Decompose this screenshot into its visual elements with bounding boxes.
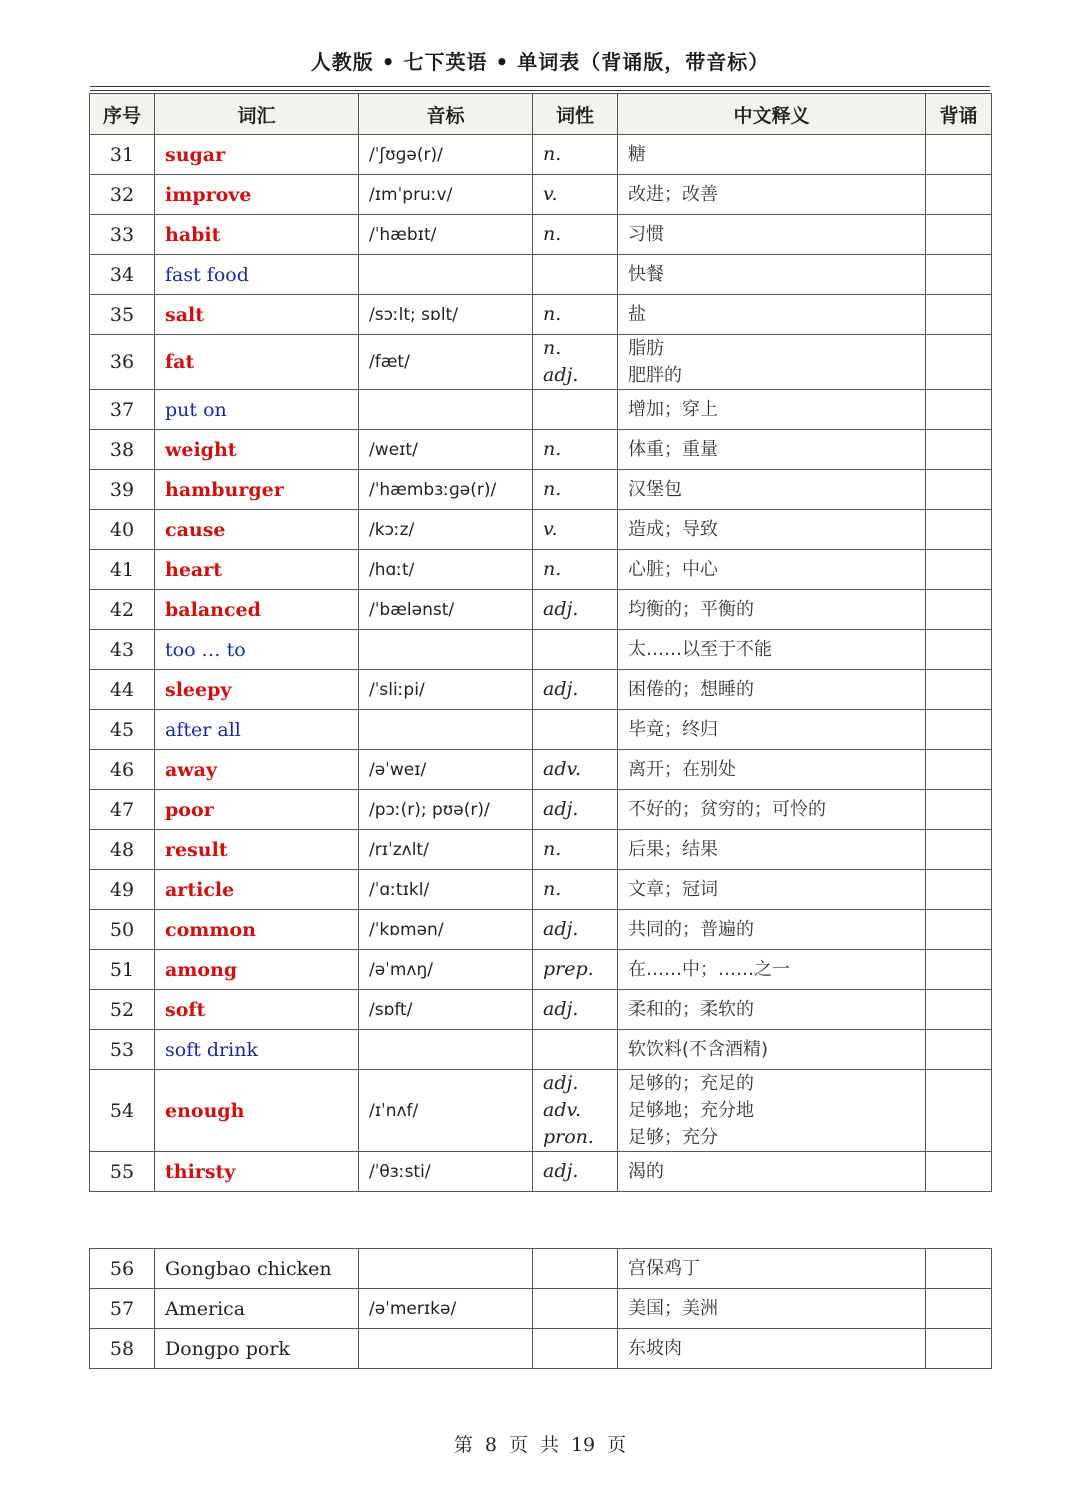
chinese-meaning <box>618 710 926 750</box>
table-row <box>90 710 992 750</box>
table-row <box>90 1030 992 1070</box>
chinese-meaning <box>618 830 926 870</box>
phonetic-transcription: /sɔːlt; sɒlt/ <box>359 295 533 335</box>
recite-checkbox-cell <box>926 550 992 590</box>
table-row <box>90 1249 992 1289</box>
header-number: 序号 <box>90 94 155 135</box>
part-of-speech <box>533 710 618 750</box>
row-number: 51 <box>90 950 155 990</box>
vocab-word: after all <box>155 710 359 750</box>
recite-checkbox-cell <box>926 630 992 670</box>
chinese-meaning-line: 心脏；中心 <box>628 559 718 580</box>
table-row <box>90 255 992 295</box>
part-of-speech <box>533 590 618 630</box>
chinese-meaning <box>618 255 926 295</box>
part-of-speech <box>533 750 618 790</box>
chinese-meaning <box>618 215 926 255</box>
vocab-word: weight <box>155 430 359 470</box>
extra-vocabulary-table <box>89 1248 992 1369</box>
chinese-meaning <box>618 1329 926 1369</box>
footer-total-pages: 19 <box>570 1434 596 1456</box>
recite-checkbox-cell <box>926 1329 992 1369</box>
phonetic-transcription: /weɪt/ <box>359 430 533 470</box>
header-phonetic: 音标 <box>359 94 533 135</box>
chinese-meaning <box>618 1289 926 1329</box>
table-row <box>90 510 992 550</box>
chinese-meaning-line: 均衡的；平衡的 <box>628 599 754 620</box>
chinese-meaning <box>618 950 926 990</box>
table-row <box>90 470 992 510</box>
vocab-word: result <box>155 830 359 870</box>
table-row <box>90 295 992 335</box>
row-number: 47 <box>90 790 155 830</box>
vocab-word: cause <box>155 510 359 550</box>
part-of-speech <box>533 390 618 430</box>
chinese-meaning <box>618 1070 926 1152</box>
chinese-meaning-line: 宫保鸡丁 <box>628 1258 700 1279</box>
table-row <box>90 1070 992 1152</box>
row-number: 41 <box>90 550 155 590</box>
part-of-speech <box>533 1152 618 1192</box>
phonetic-transcription: /rɪˈzʌlt/ <box>359 830 533 870</box>
phonetic-transcription: /pɔː(r); pʊə(r)/ <box>359 790 533 830</box>
chinese-meaning <box>618 750 926 790</box>
row-number: 45 <box>90 710 155 750</box>
part-of-speech <box>533 135 618 175</box>
phonetic-transcription <box>359 390 533 430</box>
part-of-speech <box>533 790 618 830</box>
chinese-meaning-line: 糖 <box>628 144 646 165</box>
chinese-meaning <box>618 295 926 335</box>
vocab-word: Gongbao chicken <box>155 1249 359 1289</box>
recite-checkbox-cell <box>926 255 992 295</box>
part-of-speech <box>533 630 618 670</box>
chinese-meaning <box>618 630 926 670</box>
recite-checkbox-cell <box>926 1152 992 1192</box>
row-number: 53 <box>90 1030 155 1070</box>
row-number: 55 <box>90 1152 155 1192</box>
chinese-meaning <box>618 390 926 430</box>
part-of-speech-line: adj. <box>543 364 579 386</box>
part-of-speech <box>533 550 618 590</box>
part-of-speech <box>533 950 618 990</box>
vocabulary-table <box>89 93 992 1192</box>
phonetic-transcription <box>359 1329 533 1369</box>
chinese-meaning-line: 快餐 <box>628 264 664 285</box>
part-of-speech-line: adj. <box>543 918 579 940</box>
part-of-speech-line: adj. <box>543 998 579 1020</box>
vocab-word: Dongpo pork <box>155 1329 359 1369</box>
chinese-meaning <box>618 1152 926 1192</box>
vocab-word: enough <box>155 1070 359 1152</box>
vocab-word: away <box>155 750 359 790</box>
vocab-word: put on <box>155 390 359 430</box>
chinese-meaning <box>618 550 926 590</box>
chinese-meaning-line: 太……以至于不能 <box>628 639 772 660</box>
part-of-speech-line: v. <box>543 183 558 205</box>
recite-checkbox-cell <box>926 1070 992 1152</box>
phonetic-transcription: /ˈθɜːsti/ <box>359 1152 533 1192</box>
table-row <box>90 910 992 950</box>
part-of-speech-line: n. <box>543 303 562 325</box>
row-number: 57 <box>90 1289 155 1329</box>
title-rule-bottom <box>90 90 990 91</box>
part-of-speech-line: adv. <box>543 1099 582 1121</box>
chinese-meaning-line: 离开；在别处 <box>628 759 736 780</box>
row-number: 46 <box>90 750 155 790</box>
footer-page-label: 页 <box>508 1434 528 1456</box>
part-of-speech-line: n. <box>543 337 562 359</box>
table-header-row <box>90 94 992 135</box>
chinese-meaning <box>618 470 926 510</box>
chinese-meaning <box>618 990 926 1030</box>
chinese-meaning-line: 脂肪 <box>628 338 664 359</box>
table-row <box>90 135 992 175</box>
vocab-word: poor <box>155 790 359 830</box>
phonetic-transcription: /ɪmˈpruːv/ <box>359 175 533 215</box>
phonetic-transcription: /əˈweɪ/ <box>359 750 533 790</box>
chinese-meaning-line: 文章；冠词 <box>628 879 718 900</box>
chinese-meaning <box>618 430 926 470</box>
chinese-meaning <box>618 1030 926 1070</box>
chinese-meaning-line: 不好的；贫穷的；可怜的 <box>628 799 826 820</box>
part-of-speech-line: n. <box>543 838 562 860</box>
chinese-meaning <box>618 870 926 910</box>
chinese-meaning-line: 盐 <box>628 304 646 325</box>
phonetic-transcription: /ˈkɒmən/ <box>359 910 533 950</box>
row-number: 58 <box>90 1329 155 1369</box>
footer-prefix: 第 <box>453 1434 473 1456</box>
recite-checkbox-cell <box>926 710 992 750</box>
row-number: 42 <box>90 590 155 630</box>
part-of-speech <box>533 470 618 510</box>
vocab-word: salt <box>155 295 359 335</box>
part-of-speech <box>533 990 618 1030</box>
chinese-meaning-line: 体重；重量 <box>628 439 718 460</box>
row-number: 48 <box>90 830 155 870</box>
phonetic-transcription: /əˈmerɪkə/ <box>359 1289 533 1329</box>
table-row <box>90 1289 992 1329</box>
row-number: 44 <box>90 670 155 710</box>
chinese-meaning <box>618 590 926 630</box>
phonetic-transcription <box>359 710 533 750</box>
row-number: 36 <box>90 335 155 390</box>
chinese-meaning-line: 美国；美洲 <box>628 1298 718 1319</box>
row-number: 49 <box>90 870 155 910</box>
row-number: 43 <box>90 630 155 670</box>
phonetic-transcription: /fæt/ <box>359 335 533 390</box>
document-title: 人教版 • 七下英语 • 单词表（背诵版，带音标） <box>310 50 770 74</box>
chinese-meaning-line: 渴的 <box>628 1161 664 1182</box>
recite-checkbox-cell <box>926 830 992 870</box>
phonetic-transcription: /ˈhæbɪt/ <box>359 215 533 255</box>
recite-checkbox-cell <box>926 990 992 1030</box>
table-row <box>90 990 992 1030</box>
phonetic-transcription: /ɪˈnʌf/ <box>359 1070 533 1152</box>
row-number: 33 <box>90 215 155 255</box>
table-row <box>90 950 992 990</box>
chinese-meaning-line: 在……中；……之一 <box>628 959 790 980</box>
row-number: 52 <box>90 990 155 1030</box>
phonetic-transcription <box>359 630 533 670</box>
part-of-speech-line: n. <box>543 438 562 460</box>
phonetic-transcription: /sɒft/ <box>359 990 533 1030</box>
vocab-word: article <box>155 870 359 910</box>
table-row <box>90 790 992 830</box>
part-of-speech-line: adv. <box>543 758 582 780</box>
part-of-speech <box>533 255 618 295</box>
recite-checkbox-cell <box>926 1249 992 1289</box>
page-footer <box>0 1430 1080 1457</box>
footer-page-number: 8 <box>484 1434 497 1456</box>
recite-checkbox-cell <box>926 1289 992 1329</box>
table-row <box>90 175 992 215</box>
vocab-word: fat <box>155 335 359 390</box>
chinese-meaning-line: 后果；结果 <box>628 839 718 860</box>
table-row <box>90 335 992 390</box>
recite-checkbox-cell <box>926 910 992 950</box>
vocab-word: sugar <box>155 135 359 175</box>
phonetic-transcription: /ˈhæmbɜːɡə(r)/ <box>359 470 533 510</box>
chinese-meaning-line: 共同的；普遍的 <box>628 919 754 940</box>
part-of-speech <box>533 335 618 390</box>
part-of-speech-line: n. <box>543 558 562 580</box>
recite-checkbox-cell <box>926 335 992 390</box>
table-row <box>90 430 992 470</box>
recite-checkbox-cell <box>926 295 992 335</box>
part-of-speech-line: pron. <box>543 1126 594 1148</box>
recite-checkbox-cell <box>926 750 992 790</box>
phonetic-transcription: /kɔːz/ <box>359 510 533 550</box>
vocab-word: fast food <box>155 255 359 295</box>
table-row <box>90 670 992 710</box>
recite-checkbox-cell <box>926 1030 992 1070</box>
vocab-word: common <box>155 910 359 950</box>
table-row <box>90 830 992 870</box>
chinese-meaning-line: 造成；导致 <box>628 519 718 540</box>
part-of-speech <box>533 175 618 215</box>
row-number: 37 <box>90 390 155 430</box>
chinese-meaning-line: 毕竟；终归 <box>628 719 718 740</box>
vocab-word: among <box>155 950 359 990</box>
recite-checkbox-cell <box>926 390 992 430</box>
chinese-meaning <box>618 335 926 390</box>
recite-checkbox-cell <box>926 430 992 470</box>
phonetic-transcription: /hɑːt/ <box>359 550 533 590</box>
part-of-speech-line: n. <box>543 223 562 245</box>
header-chinese-meaning: 中文释义 <box>618 94 926 135</box>
chinese-meaning <box>618 1249 926 1289</box>
recite-checkbox-cell <box>926 135 992 175</box>
part-of-speech <box>533 295 618 335</box>
part-of-speech <box>533 670 618 710</box>
part-of-speech <box>533 870 618 910</box>
vocab-word: America <box>155 1289 359 1329</box>
recite-checkbox-cell <box>926 590 992 630</box>
table-row <box>90 1152 992 1192</box>
header-recite: 背诵 <box>926 94 992 135</box>
row-number: 39 <box>90 470 155 510</box>
chinese-meaning <box>618 175 926 215</box>
row-number: 34 <box>90 255 155 295</box>
recite-checkbox-cell <box>926 950 992 990</box>
extra-vocabulary-rows <box>90 1249 992 1369</box>
table-row <box>90 1329 992 1369</box>
phonetic-transcription <box>359 1030 533 1070</box>
recite-checkbox-cell <box>926 790 992 830</box>
vocab-word: improve <box>155 175 359 215</box>
chinese-meaning-line: 汉堡包 <box>628 479 682 500</box>
part-of-speech <box>533 430 618 470</box>
table-row <box>90 590 992 630</box>
part-of-speech-line: adj. <box>543 1072 579 1094</box>
row-number: 38 <box>90 430 155 470</box>
vocab-word: too … to <box>155 630 359 670</box>
phonetic-transcription <box>359 255 533 295</box>
part-of-speech-line: adj. <box>543 598 579 620</box>
header-word: 词汇 <box>155 94 359 135</box>
recite-checkbox-cell <box>926 870 992 910</box>
part-of-speech-line: n. <box>543 143 562 165</box>
phonetic-transcription: /ˈʃʊɡə(r)/ <box>359 135 533 175</box>
chinese-meaning-line: 足够；充分 <box>628 1127 718 1148</box>
chinese-meaning-line: 软饮料(不含酒精) <box>628 1039 769 1060</box>
recite-checkbox-cell <box>926 670 992 710</box>
part-of-speech <box>533 1289 618 1329</box>
phonetic-transcription: /ˈsliːpi/ <box>359 670 533 710</box>
table-row <box>90 870 992 910</box>
part-of-speech-line: v. <box>543 518 558 540</box>
chinese-meaning <box>618 910 926 950</box>
row-number: 50 <box>90 910 155 950</box>
vocab-word: sleepy <box>155 670 359 710</box>
footer-suffix: 页 <box>607 1434 627 1456</box>
chinese-meaning <box>618 135 926 175</box>
recite-checkbox-cell <box>926 175 992 215</box>
chinese-meaning-line: 足够的；充足的 <box>628 1073 754 1094</box>
chinese-meaning-line: 肥胖的 <box>628 365 682 386</box>
part-of-speech-line: adj. <box>543 678 579 700</box>
phonetic-transcription <box>359 1249 533 1289</box>
chinese-meaning <box>618 790 926 830</box>
chinese-meaning <box>618 510 926 550</box>
vocab-word: soft <box>155 990 359 1030</box>
vocabulary-rows <box>90 135 992 1192</box>
part-of-speech-line: adj. <box>543 1160 579 1182</box>
part-of-speech <box>533 910 618 950</box>
header-part-of-speech: 词性 <box>533 94 618 135</box>
part-of-speech-line: prep. <box>543 958 594 980</box>
part-of-speech <box>533 510 618 550</box>
row-number: 32 <box>90 175 155 215</box>
vocab-word: thirsty <box>155 1152 359 1192</box>
part-of-speech-line: adj. <box>543 798 579 820</box>
recite-checkbox-cell <box>926 215 992 255</box>
vocab-word: balanced <box>155 590 359 630</box>
row-number: 40 <box>90 510 155 550</box>
part-of-speech <box>533 1329 618 1369</box>
chinese-meaning-line: 增加；穿上 <box>628 399 718 420</box>
title-rule-top <box>90 86 990 87</box>
part-of-speech <box>533 1030 618 1070</box>
phonetic-transcription: /əˈmʌŋ/ <box>359 950 533 990</box>
row-number: 56 <box>90 1249 155 1289</box>
chinese-meaning-line: 困倦的；想睡的 <box>628 679 754 700</box>
row-number: 31 <box>90 135 155 175</box>
vocab-word: soft drink <box>155 1030 359 1070</box>
phonetic-transcription: /ˈbælənst/ <box>359 590 533 630</box>
chinese-meaning <box>618 670 926 710</box>
part-of-speech <box>533 215 618 255</box>
vocab-word: habit <box>155 215 359 255</box>
row-number: 54 <box>90 1070 155 1152</box>
vocab-word: heart <box>155 550 359 590</box>
chinese-meaning-line: 东坡肉 <box>628 1338 682 1359</box>
recite-checkbox-cell <box>926 510 992 550</box>
chinese-meaning-line: 改进；改善 <box>628 184 718 205</box>
table-row <box>90 390 992 430</box>
footer-total-label: 共 <box>539 1434 559 1456</box>
table-row <box>90 550 992 590</box>
part-of-speech <box>533 830 618 870</box>
table-row <box>90 750 992 790</box>
recite-checkbox-cell <box>926 470 992 510</box>
phonetic-transcription: /ˈɑːtɪkl/ <box>359 870 533 910</box>
table-row <box>90 630 992 670</box>
chinese-meaning-line: 习惯 <box>628 224 664 245</box>
table-row <box>90 215 992 255</box>
part-of-speech-line: n. <box>543 478 562 500</box>
chinese-meaning-line: 柔和的；柔软的 <box>628 999 754 1020</box>
vocab-word: hamburger <box>155 470 359 510</box>
part-of-speech-line: n. <box>543 878 562 900</box>
row-number: 35 <box>90 295 155 335</box>
part-of-speech <box>533 1070 618 1152</box>
chinese-meaning-line: 足够地；充分地 <box>628 1100 754 1121</box>
part-of-speech <box>533 1249 618 1289</box>
